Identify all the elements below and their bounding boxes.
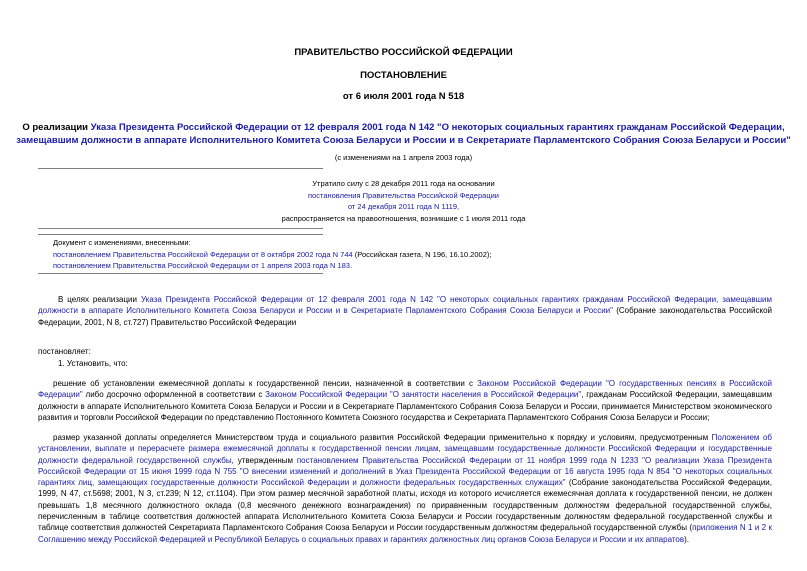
invalid-line4: распространяется на правоотношения, возникшие с 1 июля 2011 года: [281, 213, 526, 223]
amendment-link-744[interactable]: постановлением Правительства Российской Федерации от 8 октября 2002 года N 744: [53, 249, 353, 259]
amendment-end: .: [349, 261, 353, 270]
divider: [38, 234, 323, 235]
para-a-text2: либо досрочно оформленной в соответствии с: [82, 390, 266, 400]
edition-note: (с изменениями на 1 апреля 2003 года): [334, 153, 473, 162]
agreement-appendix-link[interactable]: приложения N 1 и 2 к Соглашению между Российской Федерацией и Республикой Беларусь о социальных правах и гарантиях должностных лиц органов Союза Беларуси и России и их аппаратов: [38, 523, 772, 544]
pension-law-link[interactable]: Законом Российской Федерации "О государственных пенсиях в Российской Федерации": [38, 379, 773, 400]
para-b-text1: размер указанной доплаты определяется Министерством труда и социального развития Российской Федерации применительно к порядку и условиям, предусмотренным: [53, 433, 712, 442]
paragraph-decision: [38, 378, 772, 423]
government-name: ПРАВИТЕЛЬСТВО РОССИЙСКОЙ ФЕДЕРАЦИИ: [294, 47, 513, 58]
amendments-intro: Документ с изменениями, внесенными:: [53, 238, 191, 247]
document-date: от 6 июля 2001 года N 518: [342, 91, 465, 102]
preamble-decree-link[interactable]: Указа Президента Российской Федерации от 12 февраля 2001 года N 142 "О некоторых социальных гарантиях гражданам Российской Федерации, замещавшим должности в аппарате Исполнительного Комитета Союза Беларуси и России и в Секретариате Парламентского Собрания Союза Беларуси и России": [38, 295, 772, 316]
paragraph-amount: [38, 432, 772, 545]
invalid-resolution-date-link[interactable]: от 24 декабря 2011 года N 1119,: [347, 202, 460, 211]
para-b-text3: (Собрание законодательства Российской Федерации, 1999, N 47, ст.5698; 2001, N 3, ст.239; N 12, ст.1104). При этом размер месячной заработной платы, исходя из которого исчисляется ежемесячная доплата к государственной пенсии, не должен превышать 1,8 месячного должностного оклада (0,8 месячного денежного вознаграждения) по приравненным государственным должностям федеральной государственной службы, перечисленным в таблице соответствия должностей аппарата Исполнительного Комитета Союза Беларуси и России государственным должностям федеральной государственной службы и таблице соответствия должностей Секретариата Парламентского Собрания Союза Беларуси и России государственным должностям федеральной государственной службы (: [38, 478, 772, 533]
para-a-text1: решение об установлении ежемесячной доплаты к государственной пенсии, назначенной в соответствии с: [53, 379, 478, 388]
invalid-line1: Утратило силу с 28 декабря 2011 года на основании: [312, 179, 495, 188]
para-b-text2: , утвержденным: [231, 455, 297, 465]
para-a-text3: , гражданам Российской Федерации, замещавшим должности в аппарате Исполнительного Комитета Союза Беларуси и России и в Секретариате Парламентского Собрания Союза Беларуси и России, принимается Министерством экономического развития и торговли Российской Федерации по представлению Постоянного Комитета Союзного государства и Секретариата Парламентского Собрания Союза Беларуси и России;: [38, 390, 772, 422]
amendment-source: (Российская газета, N 196, 16.10.2002);: [352, 249, 492, 259]
amendment-item: [53, 249, 491, 261]
preamble-paragraph: [38, 294, 772, 328]
title-decree-link[interactable]: Указа Президента Российской Федерации от 12 февраля 2001 года N 142 "О некоторых социальных гарантиях гражданам Российской Федерации,: [90, 122, 785, 133]
divider: [38, 168, 323, 169]
employment-law-link[interactable]: Законом Российской Федерации "О занятости населения в Российской Федерации": [265, 390, 582, 400]
point-1: 1. Установить, что:: [58, 359, 128, 368]
divider: [38, 228, 323, 229]
preamble-start: В целях реализации: [58, 295, 141, 304]
divider: [38, 273, 323, 274]
document-type: ПОСТАНОВЛЕНИЕ: [360, 70, 447, 81]
amendment-link-183[interactable]: постановлением Правительства Российской Федерации от 1 апреля 2003 года N 183: [53, 261, 350, 270]
regulation-link[interactable]: Положением об установлении, выплате и перерасчете размера ежемесячной доплаты к государственной пенсии лицам, замещавшим государственные должности Российской Федерации и государственные должности федеральной государственной службы: [38, 433, 773, 465]
decides-label: постановляет:: [38, 347, 91, 356]
document-title: [0, 121, 807, 147]
amendment-item: [53, 260, 491, 272]
invalid-resolution-link[interactable]: постановления Правительства Российской Федерации: [307, 190, 499, 200]
title-prefix: О реализации: [22, 122, 91, 133]
invalidation-note: [0, 178, 807, 224]
preamble-tail: (Собрание законодательства Российской Федерации, 2001, N 8, ст.727) Правительство Российской Федерации: [38, 306, 772, 327]
para-b-text4: ).: [684, 534, 690, 544]
amendments-block: [53, 237, 491, 272]
title-decree-link-cont[interactable]: замещавшим должности в аппарате Исполнительного Комитета Союза Беларуси и России и в Секретариате Парламентского Собрания Союза Беларуси и России": [16, 135, 791, 146]
resolution-1233-link[interactable]: постановлением Правительства Российской Федерации от 11 ноября 1999 года N 1233 "О реализации Указа Президента Российской Федерации от 15 июня 1999 года N 755 "О внесении изменений и дополнений в Указ Президента Российской Федерации от 16 августа 1995 года N 854 "О некоторых социальных гарантиях лиц, замещающих государственные должности Российской Федерации и должности федеральных государственных служащих": [38, 455, 772, 488]
